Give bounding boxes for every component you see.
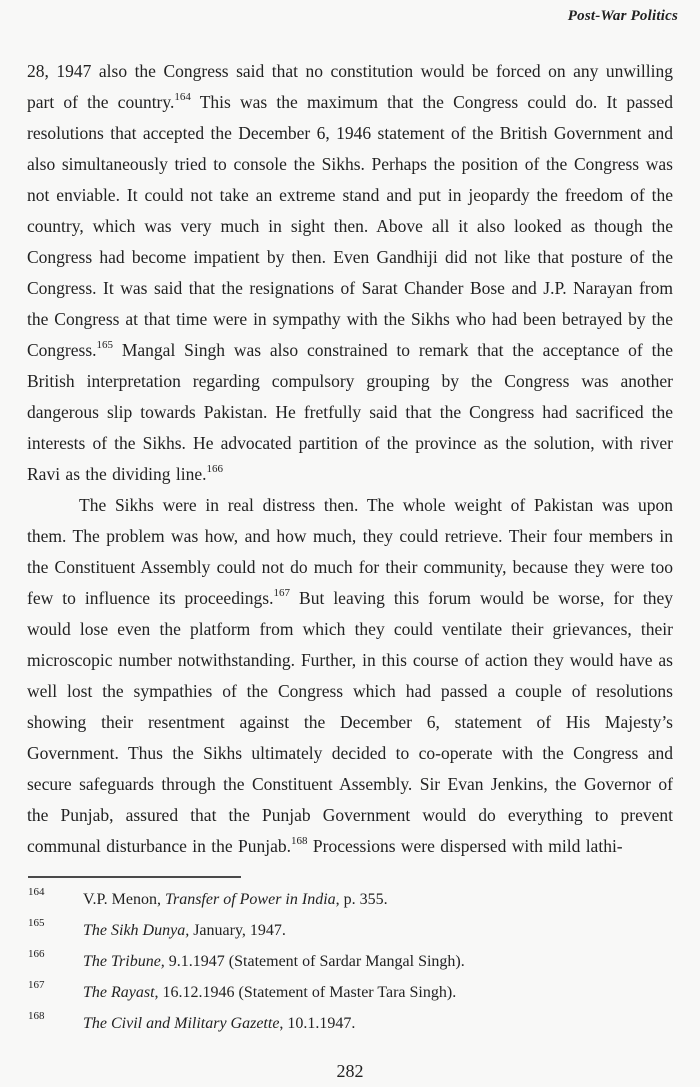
body-text [27,56,673,862]
footnote-text [83,1015,355,1032]
footnote [27,1008,673,1039]
footnote-ref: 164 [174,91,191,104]
text-run: , 10.1.1947. [279,1015,356,1032]
text-run: The Civil and Military Gazette [83,1015,280,1032]
footnote-number: 166 [28,948,45,960]
footnote [27,977,673,1008]
text-run: Mangal Singh was also constrained to remark that the acceptance of the British interpretation regarding compulsory grouping by the Congress was another dangerous slip towards Pakistan. He fretfully said that the Congress had sacrificed the interests of the Sikhs. He advocated partition of the province as the solution, with river Ravi as the dividing line. [27,340,673,484]
text-run: , p. 355. [335,891,388,908]
text-run: Processions were dispersed with mild lathi- [307,836,623,856]
page-number: 282 [336,1061,364,1081]
text-run: The Sikhs were in real distress then. The whole weight of Pakistan was upon them. The problem was how, and how much, they could retrieve. Their four members in the Constituent Assembly could not do much for their community, because they were too few to influence its proceedings. [27,495,673,608]
running-header [568,8,678,25]
footnote-number: 168 [28,1010,45,1022]
footnote-text [83,891,388,908]
footnote-text [83,953,465,970]
footnote [27,884,673,915]
footnote-text [83,922,286,939]
text-run: The Tribune, [83,953,165,970]
footnote-ref: 167 [273,587,290,600]
footnote-ref: 166 [206,463,223,476]
text-run: , 16.12.1946 (Statement of Master Tara Singh). [154,984,457,1001]
text-run: But leaving this forum would be worse, for they would lose even the platform from which they could ventilate their grievances, their microscopic number notwithstanding. Further, in this course of action they would have as well lost the sympathies of the Congress which had passed a couple of resolutions showing their resentment against the December 6, statement of His Majesty’s Government. Thus the Sikhs ultimately decided to co-operate with the Congress and secure safeguards through the Constituent Assembly. Sir Evan Jenkins, the Governor of the Punjab, assured that the Punjab Government would do everything to prevent communal disturbance in the Punjab. [27,588,673,856]
paragraph [27,56,673,490]
text-run: January, 1947. [189,922,286,939]
footnote-number: 165 [28,917,45,929]
text-run: The Sikh Dunya, [83,922,190,939]
paragraph [27,490,673,862]
footnote [27,946,673,977]
footnote-separator [28,876,241,878]
footnote [27,915,673,946]
text-run: This was the maximum that the Congress could do. It passed resolutions that accepted the December 6, 1946 statement of the British Government and also simultaneously tried to console the Sikhs. Perhaps the position of the Congress was not enviable. It could not take an extreme stand and put in jeopardy the freedom of the country, which was very much in sight then. Above all it also looked as though the Congress had become impatient by then. Even Gandhiji did not like that posture of the Congress. It was said that the resignations of Sarat Chander Bose and J.P. Narayan from the Congress at that time were in sympathy with the Sikhs who had been betrayed by the Congress. [27,92,673,360]
text-run: Transfer of Power in India [164,891,336,908]
footnote-ref: 165 [96,339,114,352]
running-header-title: Post-War Politics [567,8,678,24]
text-run: V.P. Menon, [83,891,165,908]
text-run: 9.1.1947 (Statement of Sardar Mangal Singh). [164,953,465,970]
text-run: The Rayast [83,984,155,1001]
footnote-number: 164 [28,886,45,898]
footnote-number: 167 [28,979,45,991]
text-run: 28, 1947 also the Congress said that no constitution would be forced on any unwilling part of the country. [27,61,673,112]
footnote-ref: 168 [291,835,308,848]
footnotes [27,884,673,1039]
footnote-text [83,984,456,1001]
